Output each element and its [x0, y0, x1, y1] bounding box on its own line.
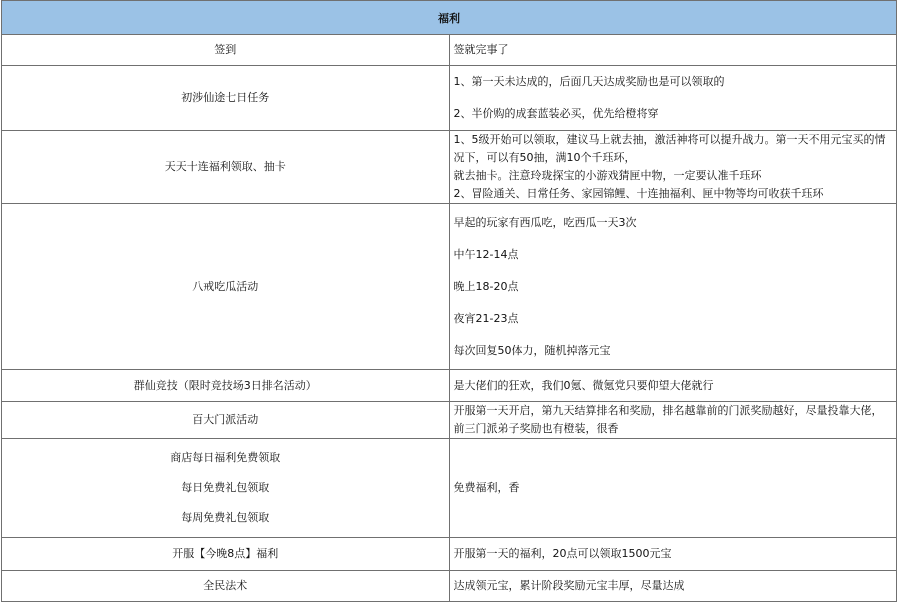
- content-line: 中午12-14点: [453, 247, 519, 261]
- row-content: [449, 131, 897, 204]
- table-title: 福利: [2, 1, 897, 35]
- row-label-group: [2, 439, 450, 538]
- content-line: 晚上18-20点: [453, 279, 519, 293]
- welfare-table: [1, 0, 897, 602]
- row-content: [449, 66, 897, 131]
- content-line: 开服第一天的福利，20点可以领取1500元宝: [453, 547, 672, 560]
- content-line: 就去抽卡。注意玲珑探宝的小游戏猜匣中物，一定要认准千珏环: [453, 169, 762, 182]
- row-label: 天天十连福利领取、抽卡: [2, 131, 450, 204]
- row-label: 初涉仙途七日任务: [2, 66, 450, 131]
- row-label: 群仙竞技（限时竞技场3日排名活动）: [2, 370, 450, 402]
- row-content: [449, 204, 897, 370]
- row-content: [449, 35, 897, 66]
- table-row: [2, 66, 897, 131]
- row-label: 每日免费礼包领取: [181, 481, 270, 494]
- content-line: 达成领元宝，累计阶段奖励元宝丰厚，尽量达成: [453, 579, 685, 592]
- content-line: 1、5级开始可以领取，建议马上就去抽，激活神将可以提升战力。第一天不用元宝买的情况下，可以有50抽，满10个千珏环，: [453, 133, 886, 164]
- table-row: [2, 439, 897, 538]
- content-line: 每次回复50体力，随机掉落元宝: [453, 343, 611, 357]
- content-line: 签就完事了: [453, 43, 509, 56]
- row-label: 全民法术: [2, 571, 450, 602]
- table-row: [2, 131, 897, 204]
- table-row: [2, 35, 897, 66]
- row-content: [449, 571, 897, 602]
- content-line: 1、第一天未达成的，后面几天达成奖励也是可以领取的: [453, 75, 725, 88]
- table-row: [2, 370, 897, 402]
- row-label: 开服【今晚8点】福利: [2, 538, 450, 571]
- content-line: 2、半价购的成套蓝装必买，优先给橙将穿: [453, 107, 659, 120]
- content-line: 开服第一天开启，第九天结算排名和奖励，排名越靠前的门派奖励越好，尽量投靠大佬，前三门派弟子奖励也有橙装，很香: [453, 404, 883, 435]
- content-line: 早起的玩家有西瓜吃，吃西瓜一天3次: [453, 215, 637, 229]
- content-line: 2、冒险通关、日常任务、家园锦鲤、十连抽福利、匣中物等均可收获千珏环: [453, 187, 824, 200]
- table-row: [2, 538, 897, 571]
- row-label: 百大门派活动: [2, 402, 450, 439]
- table-row: [2, 204, 897, 370]
- content-line: 夜宵21-23点: [453, 311, 519, 325]
- row-content: [449, 538, 897, 571]
- row-label: 商店每日福利免费领取: [170, 451, 281, 464]
- content-line: 免费福利，香: [453, 481, 520, 494]
- row-content: [449, 370, 897, 402]
- content-line: 是大佬们的狂欢，我们0氪、微氪党只要仰望大佬就行: [453, 378, 714, 392]
- row-content: [449, 439, 897, 538]
- table-row: [2, 402, 897, 439]
- row-label: 八戒吃瓜活动: [2, 204, 450, 370]
- table-row: [2, 571, 897, 602]
- row-label: 每周免费礼包领取: [181, 511, 270, 524]
- row-label: 签到: [2, 35, 450, 66]
- row-content: [449, 402, 897, 439]
